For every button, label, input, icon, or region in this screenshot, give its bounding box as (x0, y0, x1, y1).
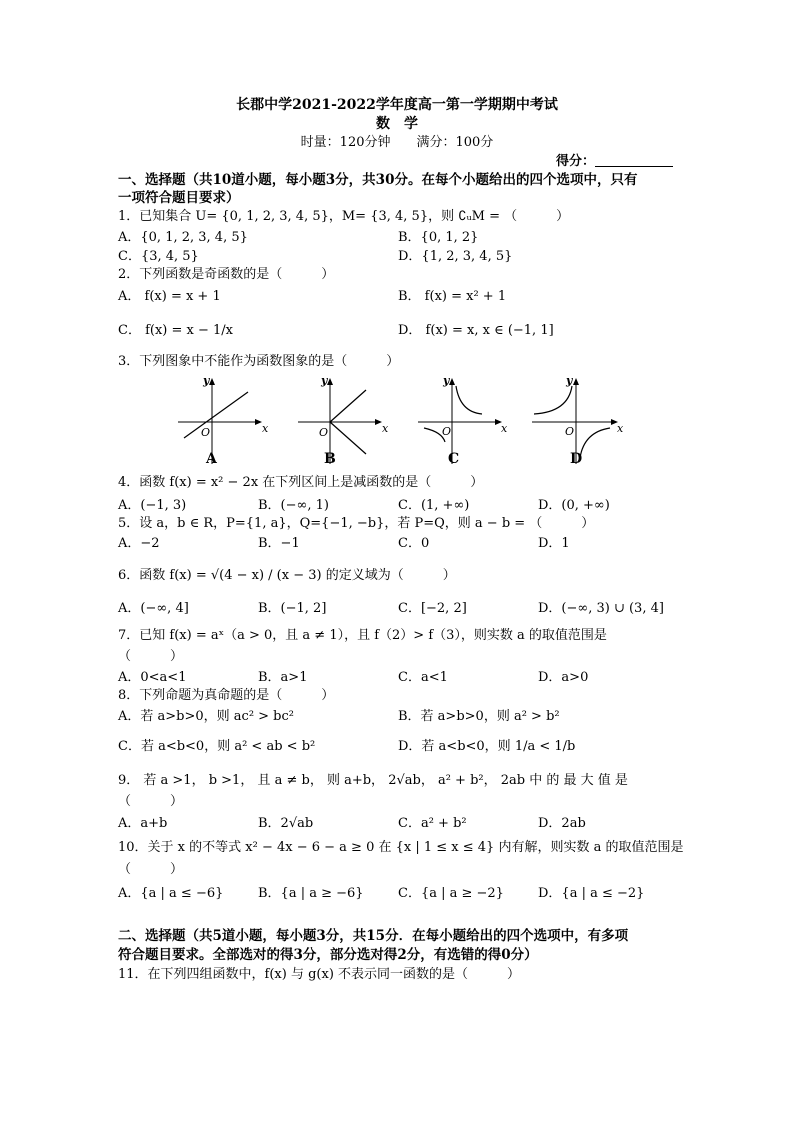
q3-graph-c-label: C (448, 451, 460, 467)
q9-option-a: A．a+b (118, 816, 168, 831)
q3-a-x-label: x (262, 422, 269, 435)
q10-option-c: C．{a | a ≥ −2} (398, 886, 504, 901)
q8-option-b: B．若 a>b>0，则 a² > b² (398, 709, 560, 724)
q4-option-a: A．(−1, 3) (118, 498, 187, 513)
q8-stem: 8．下列命题为真命题的是（ ） (118, 688, 335, 703)
exam-info: 时量：120分钟 满分：100分 (300, 135, 494, 150)
q10-option-a: A．{a | a ≤ −6} (118, 886, 224, 901)
q6-option-b: B．(−1, 2] (258, 601, 327, 616)
score-line (556, 152, 673, 171)
q1-option-a: A．{0, 1, 2, 3, 4, 5} (118, 230, 248, 245)
q7-stem: 7．已知 f(x) = aˣ（a > 0，且 a ≠ 1），且 f（2）> f（3），则实数 a 的取值范围是 (118, 628, 607, 643)
q4-option-b: B．(−∞, 1) (258, 498, 329, 513)
q5-option-a: A．−2 (118, 536, 160, 551)
q3-stem: 3．下列图象中不能作为函数图象的是（ ） (118, 354, 400, 369)
q3-graph-a (170, 372, 270, 470)
q3-b-origin: O (319, 426, 329, 439)
q5-option-d: D．1 (538, 536, 570, 551)
section1-heading-line1: 一、选择题（共10道小题，每小题3分，共30分。在每个小题给出的四个选项中，只有 (118, 172, 638, 188)
q11-stem: 11．在下列四组函数中，f(x) 与 g(x) 不表示同一函数的是（ ） (118, 967, 521, 982)
q1-option-b: B．{0, 1, 2} (398, 230, 479, 245)
section2-heading-line2: 符合题目要求。全部选对的得3分，部分选对得2分，有选错的得0分） (118, 947, 538, 963)
q3-b-y-label: y (321, 374, 328, 387)
q6-option-c: C．[−2, 2] (398, 601, 467, 616)
q1-stem: 1．已知集合 U= {0, 1, 2, 3, 4, 5}，M= {3, 4, 5}，则 ∁ᵤM = （ ） (118, 209, 570, 224)
q5-stem: 5．设 a，b ∈ R，P={1, a}，Q={−1, −b}，若 P=Q，则 a − b = （ ） (118, 516, 595, 531)
q1-option-c: C．{3, 4, 5} (118, 249, 199, 264)
section1-heading-line2: 一项符合题目要求） (118, 190, 240, 206)
q3-a-origin: O (201, 426, 211, 439)
q9-option-c: C．a² + b² (398, 816, 467, 831)
q10-option-d: D．{a | a ≤ −2} (538, 886, 645, 901)
q3-a-y-label: y (203, 374, 210, 387)
score-label: 得分： (556, 154, 596, 169)
q2-option-c: C． f(x) = x − 1/x (118, 323, 233, 338)
q5-option-c: C．0 (398, 536, 430, 551)
q9-stem: 9． 若 a >1， b >1， 且 a ≠ b， 则 a+b， 2√ab， a² + b²， 2ab 中 的 最 大 值 是 (118, 773, 628, 788)
q9-option-b: B．2√ab (258, 816, 314, 831)
q8-option-a: A．若 a>b>0，则 ac² > bc² (118, 709, 294, 724)
q4-option-d: D．(0, +∞) (538, 498, 610, 513)
exam-title: 长郡中学2021-2022学年度高一第一学期期中考试 (236, 97, 558, 113)
q9-stem-cont: （ ） (118, 794, 184, 809)
q6-option-d: D．(−∞, 3) ∪ (3, 4] (538, 601, 664, 616)
q10-option-b: B．{a | a ≥ −6} (258, 886, 364, 901)
q5-option-b: B．−1 (258, 536, 300, 551)
q1-option-d: D．{1, 2, 3, 4, 5} (398, 249, 513, 264)
q7-option-c: C．a<1 (398, 670, 448, 685)
q7-stem-cont: （ ） (118, 649, 184, 664)
q3-c-y-label: y (443, 374, 450, 387)
q6-stem: 6．函数 f(x) = √(4 − x) / (x − 3) 的定义域为（ ） (118, 568, 456, 583)
q7-option-d: D．a>0 (538, 670, 589, 685)
section2-heading-line1: 二、选择题（共5道小题，每小题3分，共15分．在每小题给出的四个选项中，有多项 (118, 928, 629, 944)
q3-graph-d-label: D (570, 451, 583, 467)
q2-option-a: A． f(x) = x + 1 (118, 289, 221, 304)
q10-stem: 10．关于 x 的不等式 x² − 4x − 6 − a ≥ 0 在 {x | 1 ≤ x ≤ 4} 内有解，则实数 a 的取值范围是 (118, 840, 684, 855)
subject-title: 数 学 (376, 116, 418, 132)
q3-d-x-label: x (617, 422, 624, 435)
q4-option-c: C．(1, +∞) (398, 498, 470, 513)
q8-option-c: C．若 a<b<0，则 a² < ab < b² (118, 739, 316, 754)
q3-d-y-label: y (566, 374, 573, 387)
q2-stem: 2．下列函数是奇函数的是（ ） (118, 267, 335, 282)
q9-option-d: D．2ab (538, 816, 586, 831)
q3-graph-b (290, 372, 390, 470)
q3-graph-a-label: A (206, 451, 217, 467)
q3-graph-b-label: B (324, 451, 336, 467)
q4-stem: 4．函数 f(x) = x² − 2x 在下列区间上是减函数的是（ ） (118, 475, 484, 490)
q2-option-b: B． f(x) = x² + 1 (398, 289, 507, 304)
score-blank (595, 152, 673, 167)
q2-option-d: D． f(x) = x, x ∈ (−1, 1] (398, 323, 554, 338)
q3-d-origin: O (565, 425, 575, 438)
q10-stem-cont: （ ） (118, 862, 184, 877)
q7-option-a: A．0<a<1 (118, 670, 187, 685)
q6-option-a: A．(−∞, 4] (118, 601, 189, 616)
q3-graph-c (412, 372, 512, 470)
q7-option-b: B．a>1 (258, 670, 308, 685)
q8-option-d: D．若 a<b<0，则 1/a < 1/b (398, 739, 576, 754)
q3-c-x-label: x (501, 422, 508, 435)
q3-c-origin: O (442, 425, 452, 438)
q3-b-x-label: x (382, 422, 389, 435)
